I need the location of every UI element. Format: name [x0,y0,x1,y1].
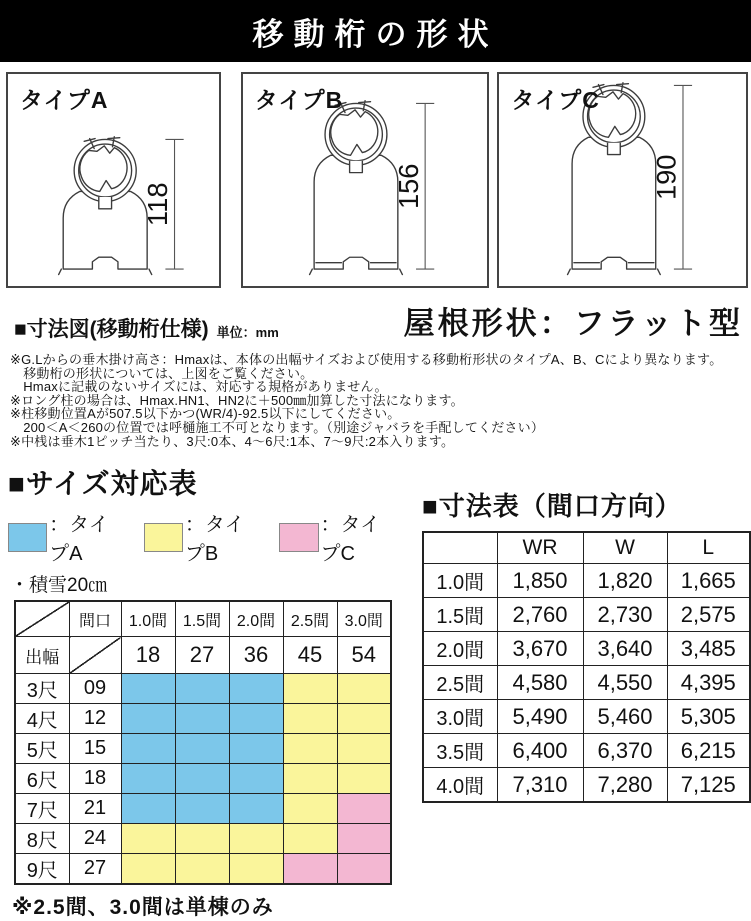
span-row-label: 3.0間 [423,700,497,734]
dimension-value-cell: 7,280 [583,768,667,803]
availability-cell-type-b [283,704,337,734]
availability-cell-type-a [121,674,175,704]
note-line: 移動桁の形状については、上図をご覧ください。 [10,365,314,381]
dimension-value-cell: 6,370 [583,734,667,768]
dimension-table-row [423,598,750,632]
girder-cross-section-b-drawing [285,98,444,280]
dimension-value-cell: 4,395 [667,666,750,700]
dimension-value-cell: 3,640 [583,632,667,666]
availability-cell-type-b [337,734,391,764]
span-row-label: 3.5間 [423,734,497,768]
dimension-table-corner-blank [423,532,497,564]
size-table-row [15,734,391,764]
dimension-value-cell: 5,460 [583,700,667,734]
span-column-header: 2.0間 [229,601,283,637]
legend-swatch-type-b [144,523,183,552]
availability-cell-type-a [175,794,229,824]
availability-cell-type-b [121,854,175,885]
size-table-row [15,704,391,734]
availability-cell-type-b [229,824,283,854]
size-table [14,600,392,885]
span-row-label: 4.0間 [423,768,497,803]
availability-cell-type-a [121,704,175,734]
note-line: Hmaxに記載のないサイズには、対応する規格がありません。 [10,379,388,395]
depth-value: 27 [69,854,121,885]
depth-label: 7尺 [15,794,69,824]
panel-type-c-label: タイプC [511,87,600,113]
page-title-banner [0,0,751,62]
availability-cell-type-b [283,794,337,824]
legend-item-type-b [144,508,260,566]
availability-cell-type-b [283,674,337,704]
size-table-row [15,674,391,704]
dimension-value-cell: 5,490 [497,700,583,734]
size-table-row [15,764,391,794]
availability-cell-type-a [175,674,229,704]
depth-direction-label: 出幅 [15,637,69,674]
size-support-section [8,462,416,921]
dimension-table-row [423,632,750,666]
availability-cell-type-a [175,704,229,734]
size-table-heading: ■サイズ対応表 [8,468,198,500]
span-column-header: 2.5間 [283,601,337,637]
dimension-column-header: W [583,532,667,564]
availability-cell-type-a [121,794,175,824]
depth-label: 4尺 [15,704,69,734]
dimension-value-cell: 1,820 [583,564,667,598]
depth-value: 21 [69,794,121,824]
dimension-drawing-heading-wrap [14,313,279,343]
dimension-value-cell: 7,125 [667,768,750,803]
availability-cell-type-a [229,674,283,704]
panel-type-a-label: タイプA [20,87,109,113]
corner-diagonal-bottom [69,637,121,674]
note-line: 200＜A＜260の位置では呼樋施工不可となります。（別途ジャバラを手配してください） [10,419,545,435]
availability-cell-type-b [175,824,229,854]
size-table-head [15,601,391,674]
span-row-label: 1.0間 [423,564,497,598]
depth-label: 5尺 [15,734,69,764]
availability-cell-type-a [229,734,283,764]
dimension-table-head [423,532,750,564]
legend [8,508,416,566]
panel-type-a [6,72,221,288]
dimension-value-cell: 2,575 [667,598,750,632]
availability-cell-type-c [337,824,391,854]
dimension-table-body [423,564,750,803]
dimension-column-header: WR [497,532,583,564]
dimension-value-cell: 7,310 [497,768,583,803]
availability-cell-type-a [229,794,283,824]
size-table-header-row-1 [15,601,391,637]
availability-cell-type-a [175,764,229,794]
dimension-table-row [423,700,750,734]
availability-cell-type-a [175,734,229,764]
span-column-value: 18 [121,637,175,674]
span-column-header: 1.0間 [121,601,175,637]
dimension-value-c: 190 [650,154,682,201]
span-direction-label: 間口 [69,601,121,637]
availability-cell-type-b [337,704,391,734]
depth-value: 15 [69,734,121,764]
depth-value: 12 [69,704,121,734]
availability-cell-type-a [229,764,283,794]
dimension-value-cell: 6,400 [497,734,583,768]
span-row-label: 2.5間 [423,666,497,700]
legend-item-type-a [8,508,124,566]
dimension-value-cell: 3,485 [667,632,750,666]
dimension-value-cell: 4,550 [583,666,667,700]
legend-label: ：タイプB [184,514,245,566]
unit-label: 単位：mm [216,325,279,340]
legend-swatch-type-a [8,523,47,552]
depth-label: 6尺 [15,764,69,794]
dimension-table-row [423,768,750,803]
corner-diagonal-top [15,601,69,637]
depth-value: 18 [69,764,121,794]
availability-cell-type-c [283,854,337,885]
girder-cross-section-a-drawing [34,134,194,280]
girder-type-panels [6,72,748,288]
span-column-value: 45 [283,637,337,674]
size-table-body [15,674,391,885]
bottom-area [0,462,751,921]
dimension-value-b: 156 [393,163,425,210]
dimension-table-section [416,486,751,921]
notes [10,353,751,448]
span-column-value: 27 [175,637,229,674]
panel-type-b [241,72,490,288]
availability-cell-type-a [121,764,175,794]
note-line: ※ロング柱の場合は、Hmax.HN1、HN2に＋500㎜加算した寸法になります。 [10,392,464,408]
size-table-footnote: ※2.5間、3.0間は単棟のみ [12,896,274,920]
legend-swatch-type-c [279,523,318,552]
size-table-header-row-2 [15,637,391,674]
legend-label: ：タイプC [320,514,381,566]
roof-shape-heading: 屋根形状：フラット型 [403,306,743,341]
dimension-table [422,531,751,803]
dimension-table-heading: ■寸法表（間口方向） [422,491,682,522]
availability-cell-type-b [121,824,175,854]
dimension-value-cell: 6,215 [667,734,750,768]
availability-cell-type-b [229,854,283,885]
depth-label: 9尺 [15,854,69,885]
dimension-value-cell: 1,665 [667,564,750,598]
span-column-header: 1.5間 [175,601,229,637]
availability-cell-type-b [283,824,337,854]
note-line: ※柱移動位置Aが507.5以下かつ(WR/4)-92.5以下にしてください。 [10,406,401,422]
span-column-value: 36 [229,637,283,674]
size-table-row [15,794,391,824]
dimension-table-row [423,666,750,700]
availability-cell-type-b [175,854,229,885]
dimension-value-cell: 2,760 [497,598,583,632]
dimension-value-a: 118 [141,182,173,227]
dimension-value-cell: 1,850 [497,564,583,598]
dimension-value-cell: 5,305 [667,700,750,734]
availability-cell-type-b [337,764,391,794]
availability-cell-type-a [121,734,175,764]
depth-value: 09 [69,674,121,704]
dimension-drawing-heading: ■寸法図(移動桁仕様) [14,318,209,341]
note-line: ※中桟は垂木1ピッチ当たり、3尺:0本、4～6尺:1本、7～9尺:2本入ります。 [10,433,455,449]
dimension-value-cell: 3,670 [497,632,583,666]
dimension-column-header: L [667,532,750,564]
span-column-value: 54 [337,637,391,674]
dimension-value-cell: 2,730 [583,598,667,632]
span-row-label: 2.0間 [423,632,497,666]
page-title: 移動桁の形状 [252,16,499,52]
section-row [14,298,743,343]
availability-cell-type-b [337,674,391,704]
panel-type-c [497,72,748,288]
availability-cell-type-a [229,704,283,734]
size-table-row [15,824,391,854]
dimension-value-cell: 4,580 [497,666,583,700]
snow-load-note: ・積雪20㎝ [10,575,108,597]
availability-cell-type-b [283,734,337,764]
depth-label: 8尺 [15,824,69,854]
depth-value: 24 [69,824,121,854]
availability-cell-type-b [283,764,337,794]
legend-label: ：タイプA [49,514,109,566]
panel-type-b-label: タイプB [254,87,344,113]
note-line: ※G.Lからの垂木掛け高さ：Hmaxは、本体の出幅サイズおよび使用する移動桁形状のタイプA、B、Cにより異なります。 [10,352,723,367]
dimension-table-row [423,564,750,598]
depth-label: 3尺 [15,674,69,704]
legend-item-type-c [279,508,396,566]
availability-cell-type-c [337,854,391,885]
availability-cell-type-c [337,794,391,824]
dimension-table-row [423,734,750,768]
span-row-label: 1.5間 [423,598,497,632]
size-table-row [15,854,391,885]
dimension-table-header-row [423,532,750,564]
span-column-header: 3.0間 [337,601,391,637]
